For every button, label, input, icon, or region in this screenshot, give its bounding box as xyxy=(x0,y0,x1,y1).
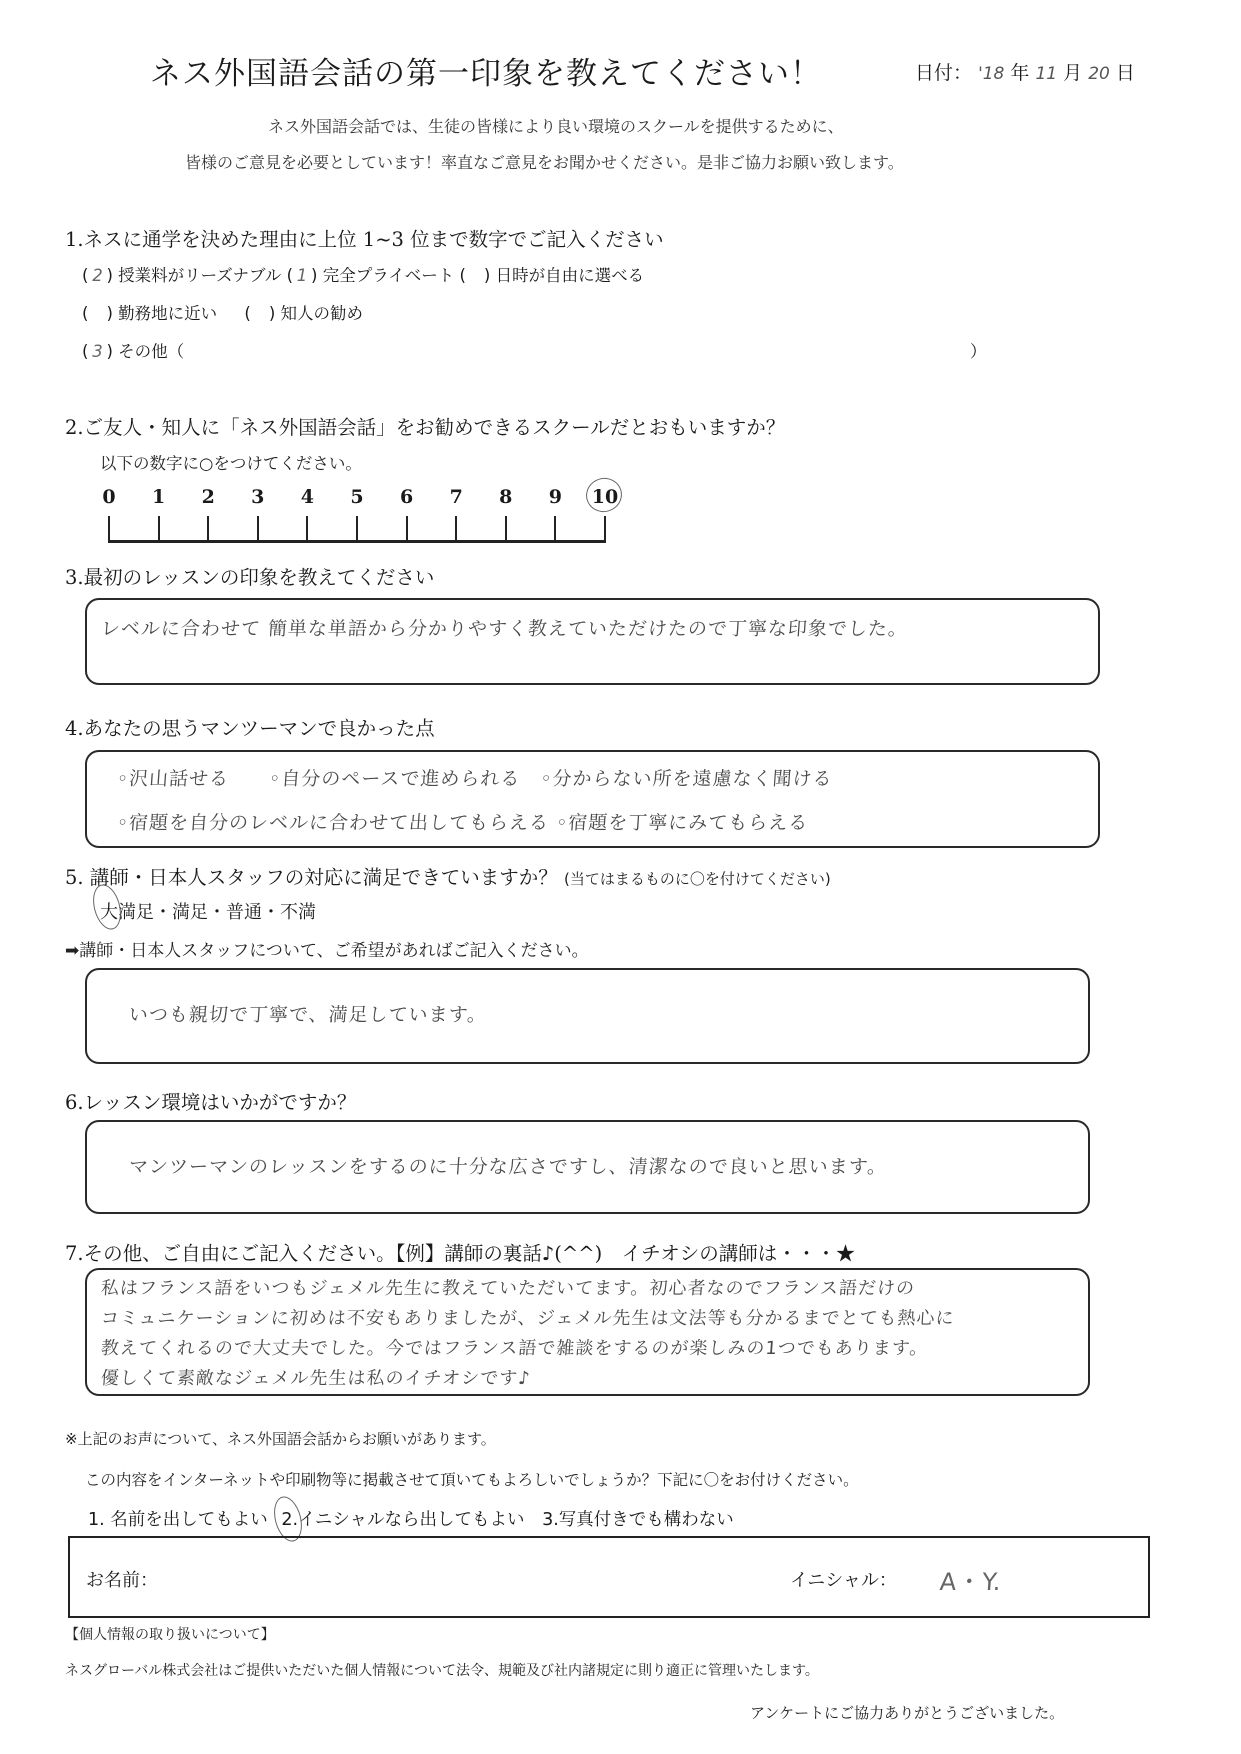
scale-tick xyxy=(455,516,457,540)
q5-note: (当てはまるものに〇を付けてください) xyxy=(564,870,831,888)
q1-option[interactable]: ( 3 ) その他（ xyxy=(82,342,185,361)
q5-option-neutral[interactable]: 普通 xyxy=(226,902,262,923)
q1-option-label: 日時が自由に選べる xyxy=(495,266,645,285)
scale-number-5[interactable]: 5 xyxy=(350,486,364,508)
q5-answer: いつも親切で丁寧で、満足しています。 xyxy=(128,1004,488,1026)
scale-baseline xyxy=(108,540,606,543)
q1-row-2 xyxy=(82,300,363,324)
scale-number-9[interactable]: 9 xyxy=(548,486,562,508)
q1-other-input[interactable] xyxy=(210,340,960,362)
q1-rank-mark[interactable]: 3 xyxy=(92,342,103,361)
q5-option-satisfied[interactable]: 満足 xyxy=(172,902,208,923)
scale-number-6[interactable]: 6 xyxy=(399,486,414,508)
q1-option[interactable]: ( 2 ) 授業料がリーズナブル xyxy=(82,266,282,285)
scale-tick xyxy=(207,516,209,540)
scale-number-4[interactable]: 4 xyxy=(300,486,314,508)
consent-option-initials[interactable] xyxy=(281,1510,524,1530)
q5-option-label: 大満足 xyxy=(100,902,154,923)
q1-option[interactable]: ( ) 知人の勧め xyxy=(244,304,363,323)
q1-option[interactable]: ( 1 ) 完全プライベート xyxy=(286,266,455,285)
scale-number-1[interactable]: 1 xyxy=(151,486,166,508)
q1-option-label: 授業料がリーズナブル xyxy=(118,266,282,285)
scale-number-3[interactable]: 3 xyxy=(251,486,265,508)
date-day[interactable]: 20 xyxy=(1088,64,1110,84)
q7-title: 7.その他、ご自由にご記入ください。【例】講師の裏話♪(^^) イチオシの講師は・・・★ xyxy=(65,1242,856,1265)
privacy-heading: 【個人情報の取り扱いについて】 xyxy=(65,1627,275,1643)
q4-answer-line-2: ◦宿題を自分のレベルに合わせて出してもらえる ◦宿題を丁寧にみてもらえる xyxy=(116,812,810,834)
q1-row-3 xyxy=(82,338,184,362)
scale-number-10[interactable]: 10 xyxy=(591,486,619,508)
consent-question: この内容をインターネットや印刷物等に掲載させて頂いてもよろしいでしょうか？下記に〇をお付けください。 xyxy=(85,1471,859,1489)
consent-option-photo[interactable]: 3.写真付きでも構わない xyxy=(542,1510,734,1530)
scale-tick xyxy=(158,516,160,540)
q2-instruction: 以下の数字に○をつけてください。 xyxy=(100,454,362,473)
selection-circle xyxy=(582,474,626,516)
date-label: 日付： xyxy=(915,62,973,84)
q5-question: 5. 講師・日本人スタッフの対応に満足できていますか？ xyxy=(65,866,558,889)
consent-note: ※上記のお声について、ネス外国語会話からお願いがあります。 xyxy=(65,1430,496,1448)
intro-line-1: ネス外国語会話では、生徒の皆様により良い環境のスクールを提供するために、 xyxy=(268,117,844,136)
q6-title: 6.レッスン環境はいかがですか？ xyxy=(65,1091,357,1114)
consent-option-label: 2.イニシャルなら出してもよい xyxy=(281,1510,525,1530)
scale-tick xyxy=(306,516,308,540)
q1-option[interactable]: ( ) 日時が自由に選べる xyxy=(459,266,645,285)
name-box xyxy=(68,1536,1150,1618)
q4-answer-line-1: ◦沢山話せる ◦自分のペースで進められる ◦分からない所を遠慮なく聞ける xyxy=(116,768,834,790)
separator: ・ xyxy=(262,902,280,923)
initial-input[interactable]: A・Y. xyxy=(938,1568,1003,1596)
q4-title: 4.あなたの思うマンツーマンで良かった点 xyxy=(65,717,435,740)
q7-answer-box[interactable] xyxy=(85,1268,1090,1396)
consent-option-name[interactable]: 1. 名前を出してもよい xyxy=(88,1510,268,1530)
q5-option-dissatisfied[interactable]: 不満 xyxy=(280,902,316,923)
survey-title: ネス外国語会話の第一印象を教えてください！ xyxy=(150,56,822,92)
q7-answer-line-2: コミュニケーションに初めは不安もありましたが、ジェメル先生は文法等も分かるまでとても熱心に xyxy=(100,1308,956,1329)
scale-number-8[interactable]: 8 xyxy=(499,486,513,508)
q3-title: 3.最初のレッスンの印象を教えてください xyxy=(65,566,435,589)
q1-rank-mark[interactable]: 1 xyxy=(296,266,308,285)
name-input[interactable] xyxy=(170,1560,730,1596)
scale-number-2[interactable]: 2 xyxy=(201,486,215,508)
q6-answer: マンツーマンのレッスンをするのに十分な広さですし、清潔なので良いと思います。 xyxy=(128,1156,888,1178)
date-month-unit: 月 xyxy=(1063,62,1083,84)
date-year[interactable]: '18 xyxy=(978,64,1005,84)
q1-option[interactable]: ( ) 勤務地に近い xyxy=(82,304,218,323)
q5-options xyxy=(100,898,316,924)
q7-answer-line-3: 教えてくれるので大丈夫でした。今ではフランス語で雑談をするのが楽しみの1つでもあります。 xyxy=(100,1338,930,1359)
q1-title: 1.ネスに通学を決めた理由に上位 1~3 位まで数字でご記入ください xyxy=(65,228,664,251)
q2-title: 2.ご友人・知人に「ネス外国語会話」をお勧めできるスクールだとおもいますか？ xyxy=(65,416,786,439)
thanks-message: アンケートにご協力ありがとうございました。 xyxy=(750,1704,1065,1722)
scale-number-0[interactable]: 0 xyxy=(102,486,116,508)
q5-sub-prompt: ➡講師・日本人スタッフについて、ご希望があればご記入ください。 xyxy=(65,941,589,961)
scale-tick xyxy=(356,516,358,540)
scale-tick xyxy=(108,516,110,540)
q7-answer-line-4: 優しくて素敵なジェメル先生は私のイチオシです♪ xyxy=(100,1368,532,1389)
scale-tick xyxy=(257,516,259,540)
q5-answer-box[interactable] xyxy=(85,968,1090,1064)
q1-row-1 xyxy=(82,262,644,286)
scale-tick xyxy=(505,516,507,540)
scale-number-7[interactable]: 7 xyxy=(449,486,463,508)
consent-options xyxy=(88,1506,734,1531)
q5-title xyxy=(65,862,831,890)
q7-answer-line-1: 私はフランス語をいつもジェメル先生に教えていただいてます。初心者なのでフランス語だけの xyxy=(100,1278,916,1299)
name-label: お名前： xyxy=(86,1570,158,1591)
scale-tick xyxy=(406,516,408,540)
q1-option-label: 完全プライベート xyxy=(322,266,455,285)
date-day-unit: 日 xyxy=(1115,62,1135,84)
q3-answer-box[interactable] xyxy=(85,598,1100,685)
q2-rating-scale xyxy=(102,486,688,546)
q1-option-label: 知人の勧め xyxy=(280,304,363,323)
initial-label: イニシャル： xyxy=(790,1570,897,1591)
separator: ・ xyxy=(208,902,226,923)
date-field xyxy=(915,58,1135,85)
q5-option-very-satisfied[interactable] xyxy=(100,902,154,923)
q3-answer: レベルに合わせて 簡単な単語から分かりやすく教えていただけたので丁寧な印象でした。 xyxy=(100,618,909,640)
date-month[interactable]: 11 xyxy=(1035,64,1058,84)
privacy-text: ネスグローバル株式会社はご提供いただいた個人情報について法令、規範及び社内諸規定に則り適正に管理いたします。 xyxy=(65,1663,819,1679)
intro-line-2: 皆様のご意見を必要としています！率直なご意見をお聞かせください。是非ご協力お願い致します。 xyxy=(185,153,904,172)
q4-answer-box[interactable] xyxy=(85,750,1100,848)
q1-other-close: ） xyxy=(970,342,987,361)
scale-tick xyxy=(604,516,606,540)
scale-tick xyxy=(554,516,556,540)
q6-answer-box[interactable] xyxy=(85,1120,1090,1214)
separator: ・ xyxy=(154,902,172,923)
q1-option-label: その他（ xyxy=(118,342,185,361)
date-year-unit: 年 xyxy=(1010,62,1030,84)
q1-option-label: 勤務地に近い xyxy=(118,304,218,323)
q1-rank-mark[interactable]: 2 xyxy=(92,266,103,285)
